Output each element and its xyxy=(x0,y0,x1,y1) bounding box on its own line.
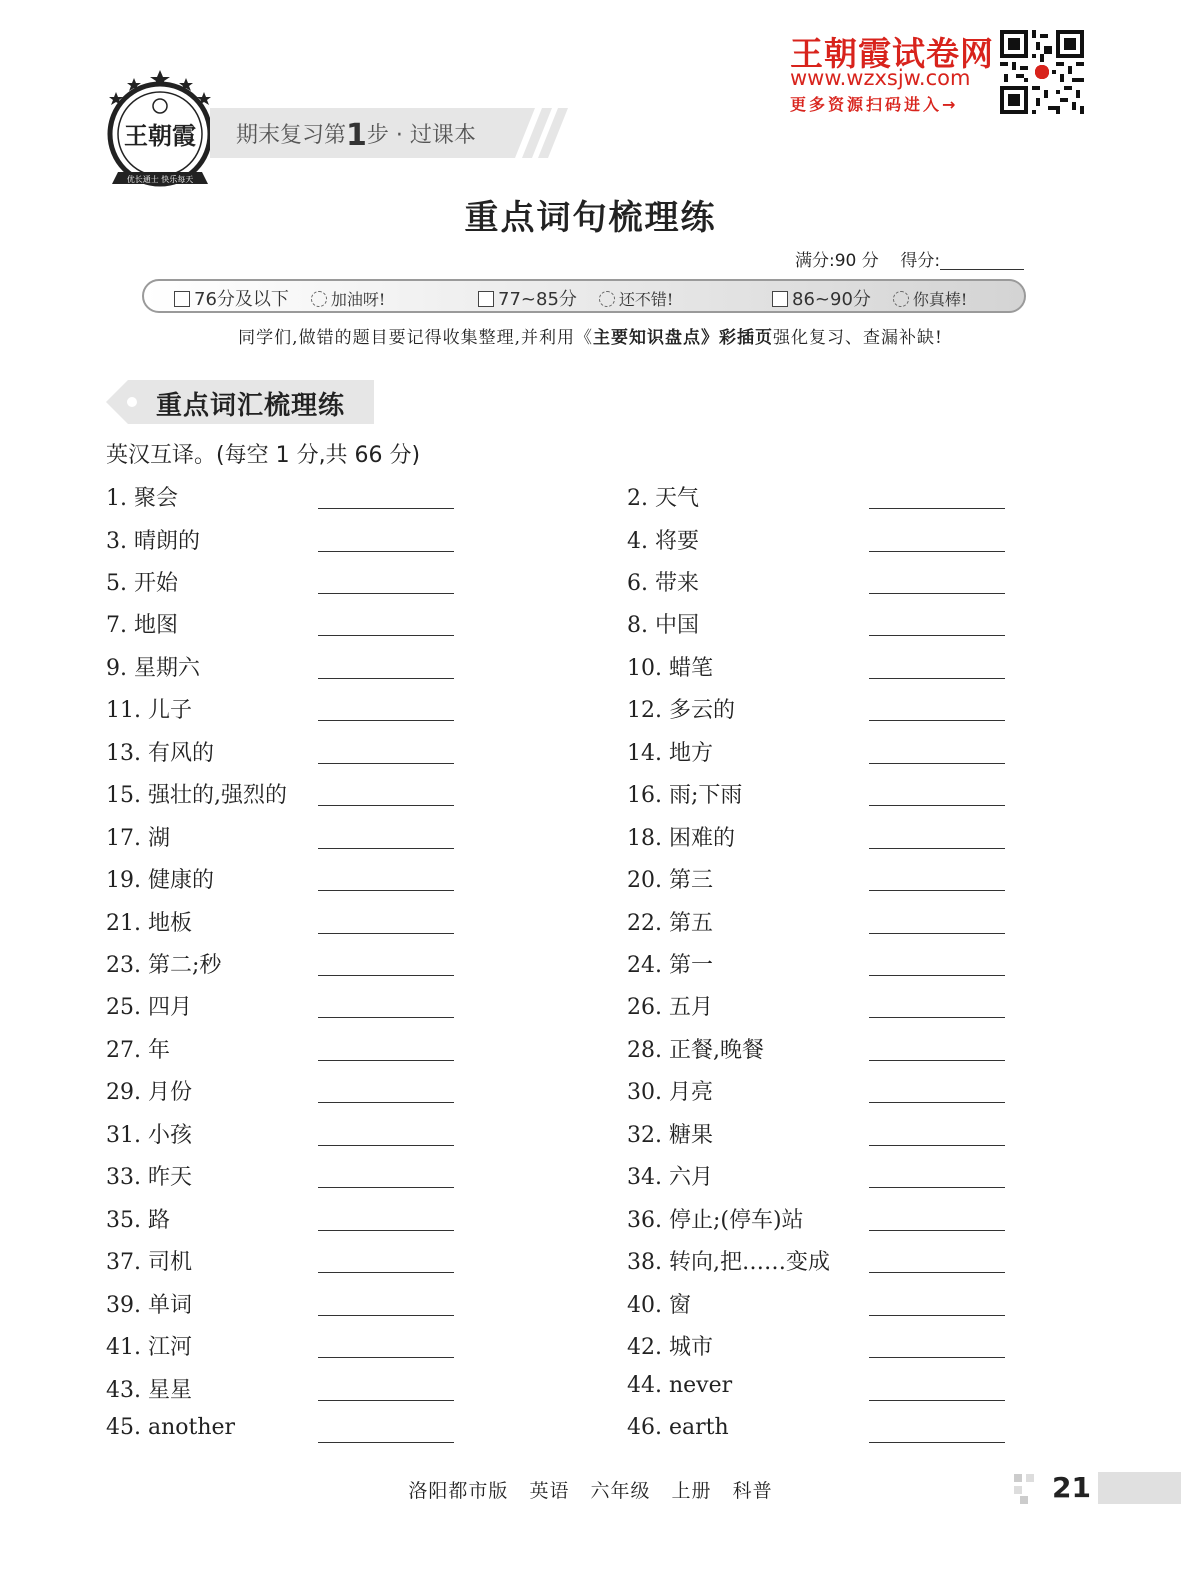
step-number: 1 xyxy=(346,118,367,153)
vocab-question: 36. 停止;(停车)站 xyxy=(627,1207,804,1233)
page-number: 21 xyxy=(1052,1471,1091,1504)
answer-blank[interactable] xyxy=(869,890,1005,891)
vocab-question: 37. 司机 xyxy=(106,1250,192,1276)
vocab-question: 2. 天气 xyxy=(627,486,699,511)
site-title: 王朝霞试卷网 xyxy=(790,34,994,73)
answer-blank[interactable] xyxy=(869,1060,1005,1061)
answer-blank[interactable] xyxy=(869,1102,1005,1103)
instruction-text: 英汉互译。(每空 1 分,共 66 分) xyxy=(106,443,421,468)
grade-comment: 加油呀! xyxy=(330,290,386,309)
vocab-question: 11. 儿子 xyxy=(106,698,192,724)
vocab-item xyxy=(0,566,1181,596)
vocab-question: 14. 地方 xyxy=(627,740,713,766)
seal-brand-text: 王朝霞 xyxy=(124,121,196,150)
vocab-question: 32. 糖果 xyxy=(627,1122,713,1148)
vocab-question: 6. 带来 xyxy=(627,570,699,596)
vocab-question: 39. 单词 xyxy=(106,1292,192,1318)
site-cta[interactable]: 更多资源扫码进入→ xyxy=(790,95,959,114)
answer-blank[interactable] xyxy=(869,933,1005,934)
answer-blank[interactable] xyxy=(869,1145,1005,1146)
footer-page-tab xyxy=(1014,1470,1181,1506)
answer-blank[interactable] xyxy=(869,1400,1005,1401)
vocab-question: 40. 窗 xyxy=(627,1292,691,1318)
step-prefix: 期末复习第 xyxy=(236,123,347,148)
vocab-question: 22. 第五 xyxy=(627,910,713,936)
vocab-question: 7. 地图 xyxy=(106,613,178,639)
vocab-question: 20. 第三 xyxy=(627,868,713,893)
vocab-question: 30. 月亮 xyxy=(627,1080,713,1106)
vocab-item xyxy=(0,693,1181,723)
vocab-item xyxy=(0,481,1181,511)
vocab-question: 17. 湖 xyxy=(106,825,170,851)
vocab-question: 33. 昨天 xyxy=(106,1165,192,1191)
answer-blank[interactable] xyxy=(869,635,1005,636)
answer-blank[interactable] xyxy=(869,763,1005,764)
answer-blank[interactable] xyxy=(869,1272,1005,1273)
grade-range: 76分及以下 xyxy=(194,289,289,310)
vocab-item xyxy=(0,948,1181,978)
grade-comment: 你真棒! xyxy=(912,290,968,309)
vocab-question: 28. 正餐,晚餐 xyxy=(627,1037,764,1063)
full-score-label: 满分:90 分 xyxy=(795,251,879,271)
vocab-question: 4. 将要 xyxy=(627,528,699,554)
vocab-question: 35. 路 xyxy=(106,1207,170,1233)
vocab-question: 46. earth xyxy=(627,1414,729,1440)
vocab-item xyxy=(0,524,1181,554)
vocab-question: 12. 多云的 xyxy=(627,698,735,724)
vocab-question: 45. another xyxy=(106,1414,236,1440)
vocab-question: 31. 小孩 xyxy=(106,1122,192,1148)
vocab-question: 8. 中国 xyxy=(627,613,699,639)
vocab-item xyxy=(0,1118,1181,1148)
vocab-question: 1. 聚会 xyxy=(106,486,178,511)
answer-blank[interactable] xyxy=(869,720,1005,721)
answer-blank[interactable] xyxy=(869,1230,1005,1231)
reminder-part-1: 同学们,做错的题目要记得收集整理,并利用《 xyxy=(238,328,593,348)
vocab-item xyxy=(0,1075,1181,1105)
answer-blank[interactable] xyxy=(869,551,1005,552)
vocab-question: 3. 晴朗的 xyxy=(106,528,200,554)
vocab-item xyxy=(0,906,1181,936)
vocab-question: 10. 蜡笔 xyxy=(627,655,713,681)
answer-blank[interactable] xyxy=(869,593,1005,594)
vocab-item xyxy=(0,990,1181,1020)
vocab-question: 24. 第一 xyxy=(627,953,713,978)
answer-blank[interactable] xyxy=(869,805,1005,806)
vocab-question: 42. 城市 xyxy=(627,1335,713,1360)
answer-blank[interactable] xyxy=(869,1357,1005,1358)
vocab-item xyxy=(0,821,1181,851)
vocab-item xyxy=(0,1373,1181,1403)
seal-band-text: 优长通士 快乐每天 xyxy=(126,175,194,184)
got-score-label: 得分: xyxy=(900,251,941,271)
vocab-question: 29. 月份 xyxy=(106,1080,192,1106)
vocab-item xyxy=(0,863,1181,893)
vocab-question: 23. 第二;秒 xyxy=(106,953,222,978)
vocab-item xyxy=(0,1288,1181,1318)
answer-blank[interactable] xyxy=(869,848,1005,849)
vocab-item xyxy=(0,1203,1181,1233)
grade-range: 86~90分 xyxy=(792,289,871,310)
vocab-question: 5. 开始 xyxy=(106,570,178,596)
vocab-question: 13. 有风的 xyxy=(106,740,214,766)
answer-blank[interactable] xyxy=(869,1315,1005,1316)
vocab-item xyxy=(0,1033,1181,1063)
vocab-question: 18. 困难的 xyxy=(627,825,735,851)
answer-blank[interactable] xyxy=(869,678,1005,679)
page-title: 重点词句梳理练 xyxy=(464,198,717,238)
answer-blank[interactable] xyxy=(869,508,1005,509)
vocab-question: 16. 雨;下雨 xyxy=(627,783,743,809)
vocab-question: 19. 健康的 xyxy=(106,868,214,893)
answer-blank[interactable] xyxy=(869,975,1005,976)
footer-text: 洛阳都市版 英语 六年级 上册 科普 xyxy=(408,1480,773,1502)
vocab-item xyxy=(0,736,1181,766)
vocab-question: 34. 六月 xyxy=(627,1165,713,1191)
grade-range: 77~85分 xyxy=(498,289,577,310)
vocab-question: 21. 地板 xyxy=(106,910,192,936)
vocab-item xyxy=(0,1330,1181,1360)
vocab-question: 43. 星星 xyxy=(106,1377,192,1403)
vocab-question: 27. 年 xyxy=(106,1037,170,1063)
reminder-part-2: 强化复习、查漏补缺! xyxy=(772,328,943,348)
vocab-question: 15. 强壮的,强烈的 xyxy=(106,783,287,809)
vocab-question: 38. 转向,把……变成 xyxy=(627,1250,830,1276)
vocab-item xyxy=(0,778,1181,808)
section-title: 重点词汇梳理练 xyxy=(156,391,346,421)
answer-blank[interactable] xyxy=(869,1187,1005,1188)
vocab-question: 41. 江河 xyxy=(106,1335,192,1360)
vocab-item xyxy=(0,1245,1181,1275)
vocab-question: 9. 星期六 xyxy=(106,655,200,681)
grade-comment: 还不错! xyxy=(618,290,674,309)
step-suffix: 步 · 过课本 xyxy=(366,123,476,148)
answer-blank[interactable] xyxy=(869,1017,1005,1018)
vocab-question: 25. 四月 xyxy=(106,995,192,1021)
vocab-item xyxy=(0,651,1181,681)
answer-blank[interactable] xyxy=(869,1442,1005,1443)
vocab-question: 44. never xyxy=(627,1372,733,1398)
vocab-question: 26. 五月 xyxy=(627,995,713,1021)
vocab-item xyxy=(0,1415,1181,1445)
vocab-item xyxy=(0,1160,1181,1190)
site-url[interactable]: www.wzxsjw.com xyxy=(790,66,971,90)
vocab-item xyxy=(0,608,1181,638)
reminder-bold: 主要知识盘点》彩插页 xyxy=(592,328,773,348)
